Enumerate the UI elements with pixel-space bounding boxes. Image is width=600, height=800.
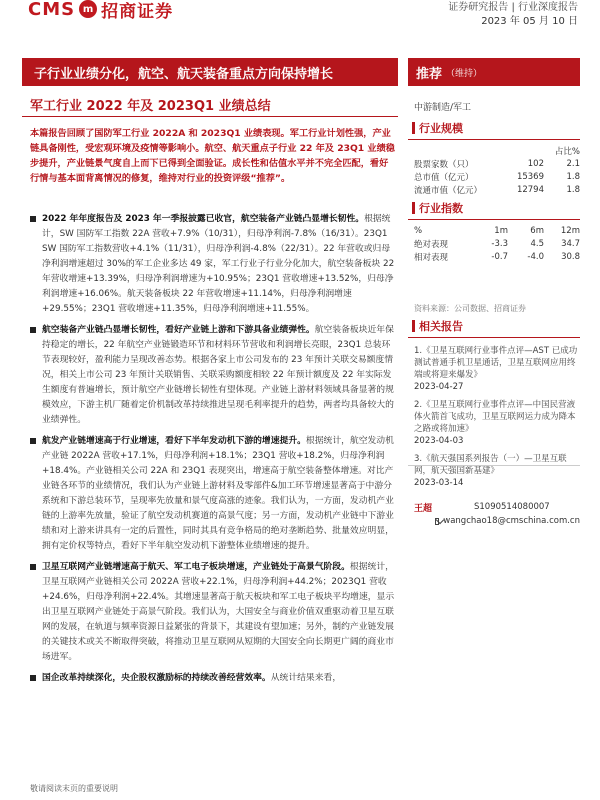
row-label: 相对表现 xyxy=(414,252,449,263)
bullet-icon xyxy=(30,675,36,681)
data-source-note: 资料来源：公司数据、招商证券 xyxy=(414,304,526,313)
heading-marker xyxy=(412,202,415,214)
logo-cms-text: CMS xyxy=(28,0,76,20)
paragraph-lead: 航空装备产业链凸显增长韧性，看好产业链上游和下游具备业绩弹性。 xyxy=(42,325,315,335)
related-reports-title: 相关报告 xyxy=(419,320,463,333)
heading-marker xyxy=(412,122,415,134)
table-row xyxy=(414,183,580,196)
report-date: 2023-04-27 xyxy=(414,382,464,392)
list-item[interactable] xyxy=(414,453,580,489)
bullet-icon xyxy=(30,438,36,444)
row-label: 流通市值（亿元） xyxy=(414,185,483,196)
industry-scale-heading xyxy=(408,120,580,140)
sidebar-divider xyxy=(408,465,580,466)
report-type: 证券研究报告 | 行业深度报告 xyxy=(448,2,578,13)
bullet-icon xyxy=(30,327,36,333)
column-header: 12m xyxy=(560,225,580,236)
body-paragraph-1 xyxy=(30,212,396,317)
table-header-row xyxy=(414,224,580,237)
mail-icon xyxy=(435,518,439,525)
report-link[interactable]: 1.《卫星互联网行业事件点评—AST 已成功测试普通手机卫星通话，卫星互联网应用终端或将迎来爆发》 xyxy=(414,346,578,380)
row-pct: 2.1 xyxy=(566,158,580,169)
page-header xyxy=(0,0,600,30)
row-value: 4.5 xyxy=(530,238,544,249)
industry-scale-table xyxy=(414,144,580,196)
row-label: 绝对表现 xyxy=(414,239,449,250)
row-value: 34.7 xyxy=(561,238,580,249)
column-header: 1m xyxy=(494,225,508,236)
recommendation-label: 推荐 xyxy=(416,66,443,82)
analyst-name: 王超 xyxy=(414,503,433,514)
analyst-row xyxy=(414,500,580,514)
bullet-icon xyxy=(30,216,36,222)
industry-scale-title: 行业规模 xyxy=(419,122,463,135)
report-date: 2023 年 05 月 10 日 xyxy=(481,16,578,27)
table-row xyxy=(414,237,580,250)
paragraph-lead: 卫星互联网产业链增速高于航天、军工电子板块增速，产业链处于高景气阶段。 xyxy=(42,562,350,572)
related-reports-list xyxy=(414,345,580,495)
table-row xyxy=(414,170,580,183)
report-subtitle: 军工行业 2022 年及 2023Q1 业绩总结 xyxy=(30,99,271,114)
industry-index-table xyxy=(414,224,580,263)
report-link[interactable]: 3.《航天强国系列报告（一）—卫星互联网，航天强国新基建》 xyxy=(414,454,567,476)
paragraph-text: 从统计结果来看， xyxy=(270,673,342,683)
report-date: 2023-03-14 xyxy=(414,478,464,488)
title-divider xyxy=(22,116,398,117)
column-header: % xyxy=(414,225,423,236)
table-row xyxy=(414,250,580,263)
analyst-email-row xyxy=(414,514,580,528)
column-header: 6m xyxy=(530,225,544,236)
paragraph-text: 根据统计，航空发动机产业链 2022A 营收+17.1%，归母净利润+18.1%；23Q1 营收+18.2%，归母净利润+18.4%。产业链相关公司 22A 和 23Q1 表现突出，增速高于航空装备整体增速。对比产业链各环节的业绩情况，我们认为产业链上游材料及零部件&加工环节增速显著高于中游分系统和下游总装环节，呈现率先放量和景气度高涨的迹象。我们认为，一方面，发动机产业链的上游率先放量，验证了航空发动机赛道的高景气度；另一方面，发动机产业链中下游业绩和对上游来讲具有一定的后置性，同时其具有竞争格局的绝对垄断趋势、批量效应明显，拥有定价权等特点，看好下半年航空发动机下游整体业绩增速的提升。 xyxy=(42,436,394,551)
summary-text: 本篇报告回顾了国防军工行业 2022A 和 2023Q1 业绩表现。军工行业计划性强，产业链具备刚性，受宏观环境及疫情等影响小。航空、航天重点子行业 22 年及 23Q1 业绩稳步提升，产业链景气度自上而下已得到全面验证。成长性和估值水平并不完全匹配，看好行情与基本面背离情况的修复，维持对行业的投资评级“推荐”。 xyxy=(30,128,395,184)
recommendation-badge xyxy=(408,58,580,86)
analyst-info xyxy=(414,500,580,528)
paragraph-text: 航空装备板块近年保持稳定的增长，22 年航空产业链锻造环节和材料环节营收和利润增长亮眼，23Q1 总装环节表现较好，盈利能力呈现改善态势。根据各家上市公司发布的 23 年预计关联交易额度情况，相关上市公司 23 年预计关联销售、关联采购额度相较 22 年预计额度及 22 年实际发生额度有普遍增长，预计航空产业链增长韧性有望体现。产业链上游材料领域具备显著的规模效应，下游主机厂随着定价机制改革持续推进呈现毛利率提升的趋势，两者均具备较大的业绩弹性。 xyxy=(42,325,394,425)
row-value: 30.8 xyxy=(561,251,580,262)
row-label: 总市值（亿元） xyxy=(414,172,474,183)
body-paragraph-2 xyxy=(30,323,396,428)
paragraph-text: 根据统计，卫星互联网产业链相关公司 2022A 营收+22.1%，归母净利润+44.2%；2023Q1 营收+24.6%，归母净利润+22.4%。其增速显著高于航天板块和军工电子板块平均增速，显示出卫星互联网产业链处于高景气阶段。我们认为，大国安全与商业价值双重驱动着卫星互联网的发展，在轨道与频率资源日益紧张的背景下，其建设有望加速；另外，制约产业链发展的关键技术或关不断取得突破，将推动卫星互联网从短期的大国安全向长期更广阔的商业市场进军。 xyxy=(42,562,395,662)
list-item[interactable] xyxy=(414,399,580,447)
report-title: 子行业业绩分化，航空、航天装备重点方向保持增长 xyxy=(22,58,398,86)
row-pct: 1.8 xyxy=(566,171,580,182)
main-body xyxy=(30,212,396,692)
company-logo xyxy=(28,0,173,22)
page-footer: 敬请阅读末页的重要说明 xyxy=(30,784,118,793)
row-value: -3.3 xyxy=(491,238,508,249)
body-paragraph-5 xyxy=(30,671,396,686)
paragraph-lead: 航发产业链增速高于行业增速，看好下半年发动机下游的增速提升。 xyxy=(42,436,306,446)
industry-index-title: 行业指数 xyxy=(419,202,463,215)
paragraph-text: 根据统计，SW 国防军工指数 22A 营收+7.9%（10/31），归母净利润-7.8%（16/31）。23Q1 SW 国防军工指数营收+4.1%（11/31），归母净利润-4.8%（22/31）。22 年营收或归母净利润增速超过 30%的军工企业多达 49 家，军工行业子行业分化加大，航空装备板块 22 年营收增速+13.39%，归母净利润增速为+10.95%；23Q1 营收增速+13.52%，归母净利润增速+16.06%。航天装备板块 22 年营收增速+11.14%，归母净利润增速+29.55%；23Q1 营收增速+11.35%，归母净利润增速+11.55%。 xyxy=(42,214,395,314)
industry-classification: 中游制造/军工 xyxy=(414,103,472,113)
analyst-email[interactable]: wangchao18@cmschina.com.cn xyxy=(443,516,580,526)
row-value: 12794 xyxy=(516,184,544,195)
body-paragraph-3 xyxy=(30,434,396,554)
body-paragraph-4 xyxy=(30,560,396,665)
related-reports-heading xyxy=(408,318,580,338)
industry-index-heading xyxy=(408,200,580,220)
row-label: 股票家数（只） xyxy=(414,159,474,170)
recommendation-note: （维持） xyxy=(446,68,483,79)
list-item[interactable] xyxy=(414,345,580,393)
pct-column-header: 占比% xyxy=(554,146,580,157)
paragraph-lead: 国企改革持续深化，央企股权激励标的持续改善经营效率。 xyxy=(42,673,271,683)
table-row xyxy=(414,157,580,170)
table-header-row xyxy=(414,144,580,157)
row-value: -4.0 xyxy=(527,251,544,262)
analyst-license: S1090514080007 xyxy=(474,502,550,512)
logo-mark-icon: m xyxy=(79,0,97,18)
heading-marker xyxy=(412,320,415,332)
report-date: 2023-04-03 xyxy=(414,436,464,446)
row-value: 102 xyxy=(527,158,544,169)
row-value: -0.7 xyxy=(491,251,508,262)
row-value: 15369 xyxy=(516,171,544,182)
paragraph-lead: 2022 年年度报告及 2023 年一季报披露已收官，航空装备产业链凸显增长韧性。 xyxy=(42,214,365,224)
row-pct: 1.8 xyxy=(566,184,580,195)
logo-chinese-name: 招商证券 xyxy=(101,1,174,22)
report-link[interactable]: 2.《卫星互联网行业事件点评—中国民营液体火箭首飞成功，卫星互联网运力成为降本之路或将加速》 xyxy=(414,400,576,434)
bullet-icon xyxy=(30,564,36,570)
